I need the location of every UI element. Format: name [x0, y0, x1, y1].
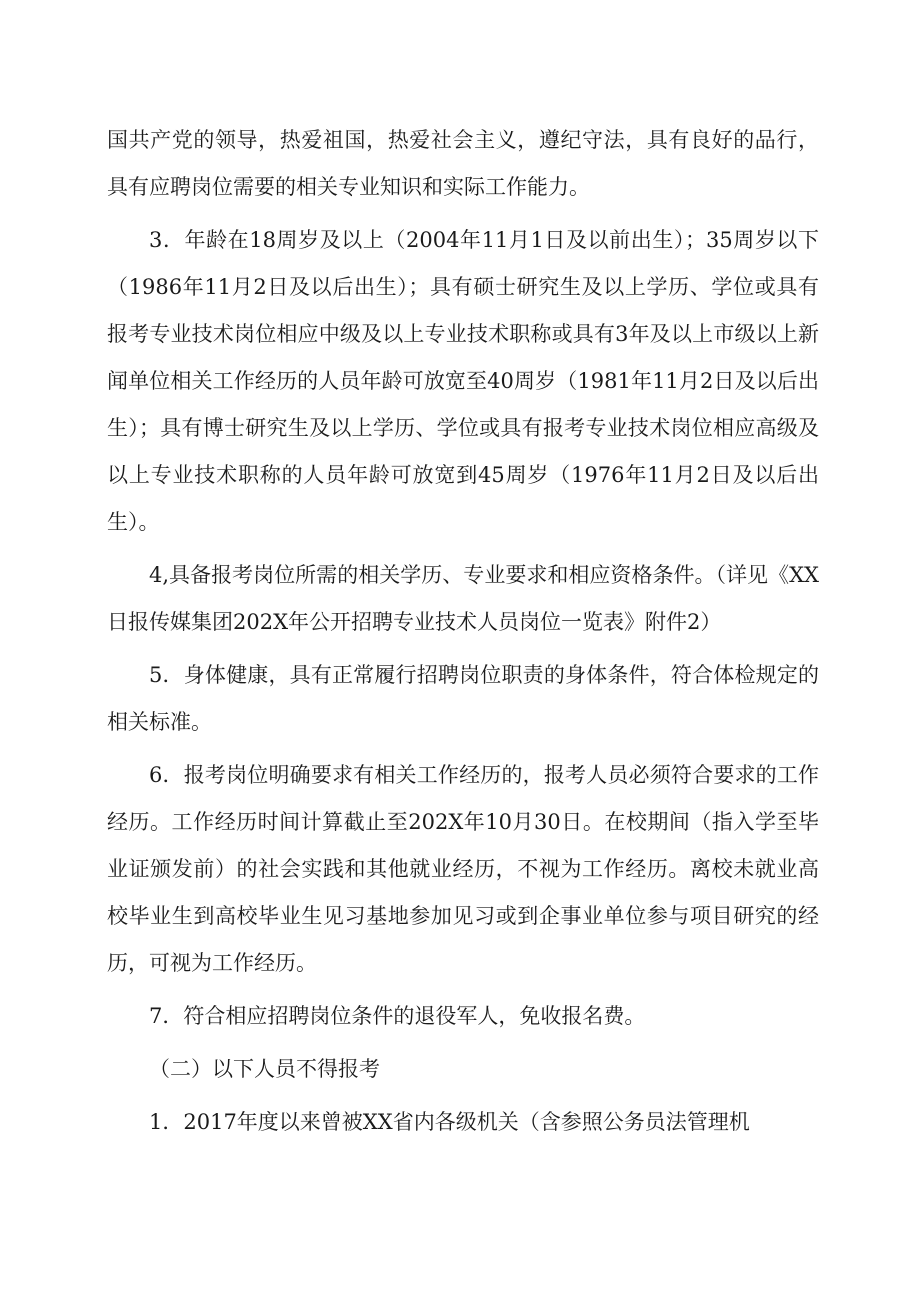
paragraph-work-experience: 6．报考岗位明确要求有相关工作经历的，报考人员必须符合要求的工作经历。工作经历时间计算截止至202X年10月30日。在校期间（指入学至毕业证颁发前）的社会实践和其他就业经历，不视为工作经历。离校未就业高校毕业生到高校毕业生见习基地参加见习或到企事业单位参与项目研究的经历，可视为工作经历。 — [107, 763, 819, 975]
paragraph-political-requirements: 国共产党的领导，热爱祖国，热爱社会主义，遵纪守法，具有良好的品行，具有应聘岗位需要的相关专业知识和实际工作能力。 — [107, 128, 819, 199]
paragraph-age-requirements: 3．年龄在18周岁及以上（2004年11月1日及以前出生）；35周岁以下（1986年11月2日及以后出生）；具有硕士研究生及以上学历、学位或具有报考专业技术岗位相应中级及以上专业技术职称或具有3年及以上市级以上新闻单位相关工作经历的人员年龄可放宽至40周岁（1981年11月2日及以后出生）；具有博士研究生及以上学历、学位或具有报考专业技术岗位相应高级及以上专业技术职称的人员年龄可放宽到45周岁（1976年11月2日及以后出生）。 — [107, 228, 819, 534]
section-heading-ineligible: （二）以下人员不得报考 — [149, 1057, 380, 1081]
paragraph-ineligible-1: 1．2017年度以来曾被XX省内各级机关（含参照公务员法管理机 — [149, 1110, 750, 1134]
document-body — [107, 117, 819, 1152]
paragraph-health-requirements: 5．身体健康，具有正常履行招聘岗位职责的身体条件，符合体检规定的相关标准。 — [107, 663, 819, 734]
paragraph-education-requirements: 4,具备报考岗位所需的相关学历、专业要求和相应资格条件。（详见《XX日报传媒集团202X年公开招聘专业技术人员岗位一览表》附件2） — [107, 563, 819, 634]
paragraph-veterans: 7．符合相应招聘岗位条件的退役军人，免收报名费。 — [149, 1004, 646, 1028]
